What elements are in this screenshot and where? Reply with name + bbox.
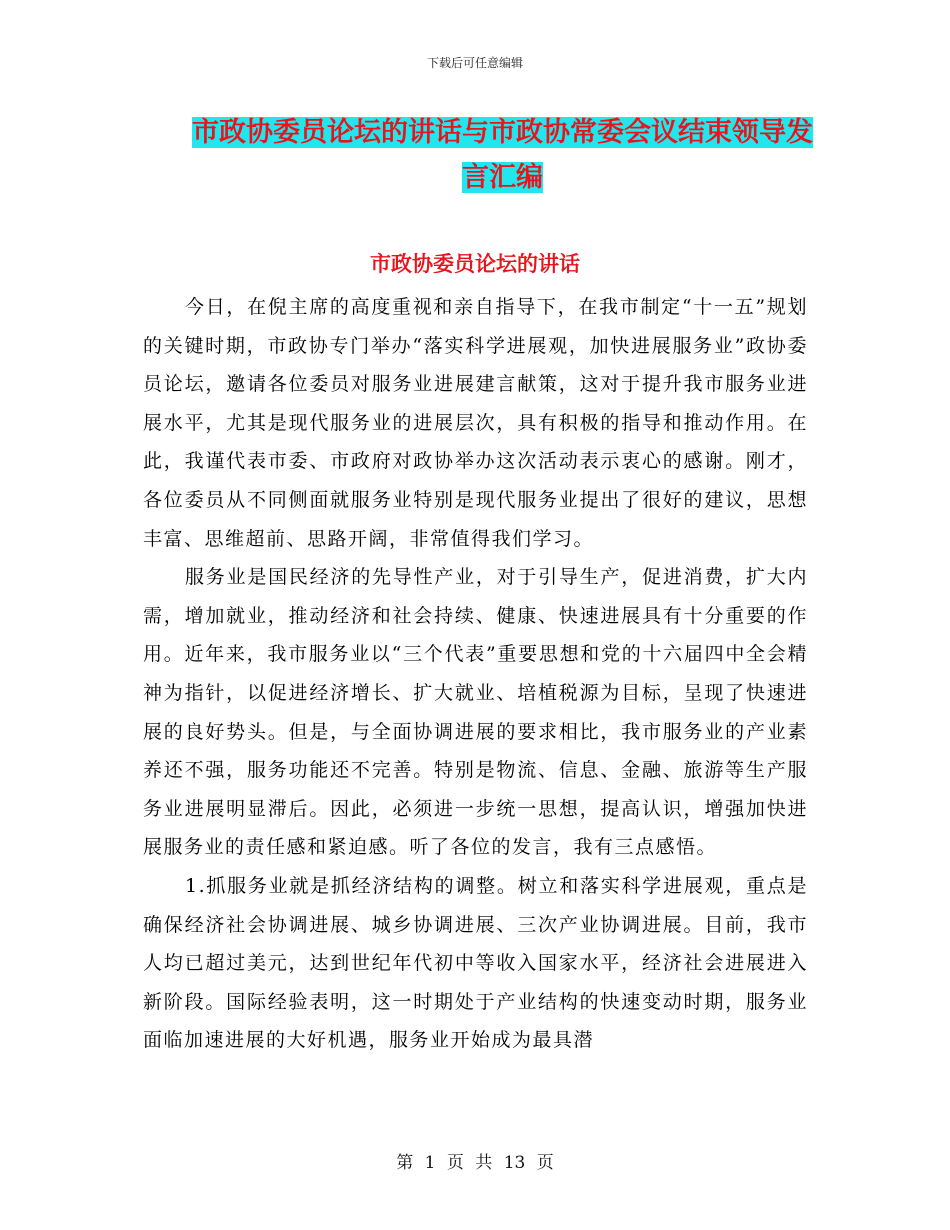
document-title-text: 市政协委员论坛的讲话与市政协常委会议结束领导发言汇编 [192,117,813,193]
document-body [143,288,808,1060]
paragraph-2: 服务业是国民经济的先导性产业，对于引导生产，促进消费，扩大内需，增加就业，推动经济和社会持续、健康、快速进展具有十分重要的作用。近年来，我市服务业以“三个代表”重要思想和党的十六届四中全会精神为指针，以促进经济增长、扩大就业、培植税源为目标，呈现了快速进展的良好势头。但是，与全面协调进展的要求相比，我市服务业的产业素养还不强，服务功能还不完善。特别是物流、信息、金融、旅游等生产服务业进展明显滞后。因此，必须进一步统一思想，提高认识，增强加快进展服务业的责任感和紧迫感。听了各位的发言，我有三点感悟。 [143,566,808,859]
page-footer: 第 1 页 共 13 页 [396,1153,554,1173]
header-note: 下载后可任意编辑 [426,56,523,70]
paragraph-1: 今日，在倪主席的高度重视和亲自指导下，在我市制定“十一五”规划的关键时期，市政协专门举办“落实科学进展观，加快进展服务业”政协委员论坛，邀请各位委员对服务业进展建言献策，这对于提升我市服务业进展水平，尤其是现代服务业的进展层次，具有积极的指导和推动作用。在此，我谨代表市委、市政府对政协举办这次活动表示衷心的感谢。刚才，各位委员从不同侧面就服务业特别是现代服务业提出了很好的建议，思想丰富、思维超前、思路开阔，非常值得我们学习。 [143,296,808,550]
paragraph-3: 1.抓服务业就是抓经济结构的调整。树立和落实科学进展观，重点是确保经济社会协调进展、城乡协调进展、三次产业协调进展。目前，我市人均已超过美元，达到世纪年代初中等收入国家水平，经济社会进展进入新阶段。国际经验表明，这一时期处于产业结构的快速变动时期，服务业面临加速进展的大好机遇，服务业开始成为最具潜 [143,874,808,1052]
document-title [190,110,815,200]
section-title: 市政协委员论坛的讲话 [370,251,580,276]
